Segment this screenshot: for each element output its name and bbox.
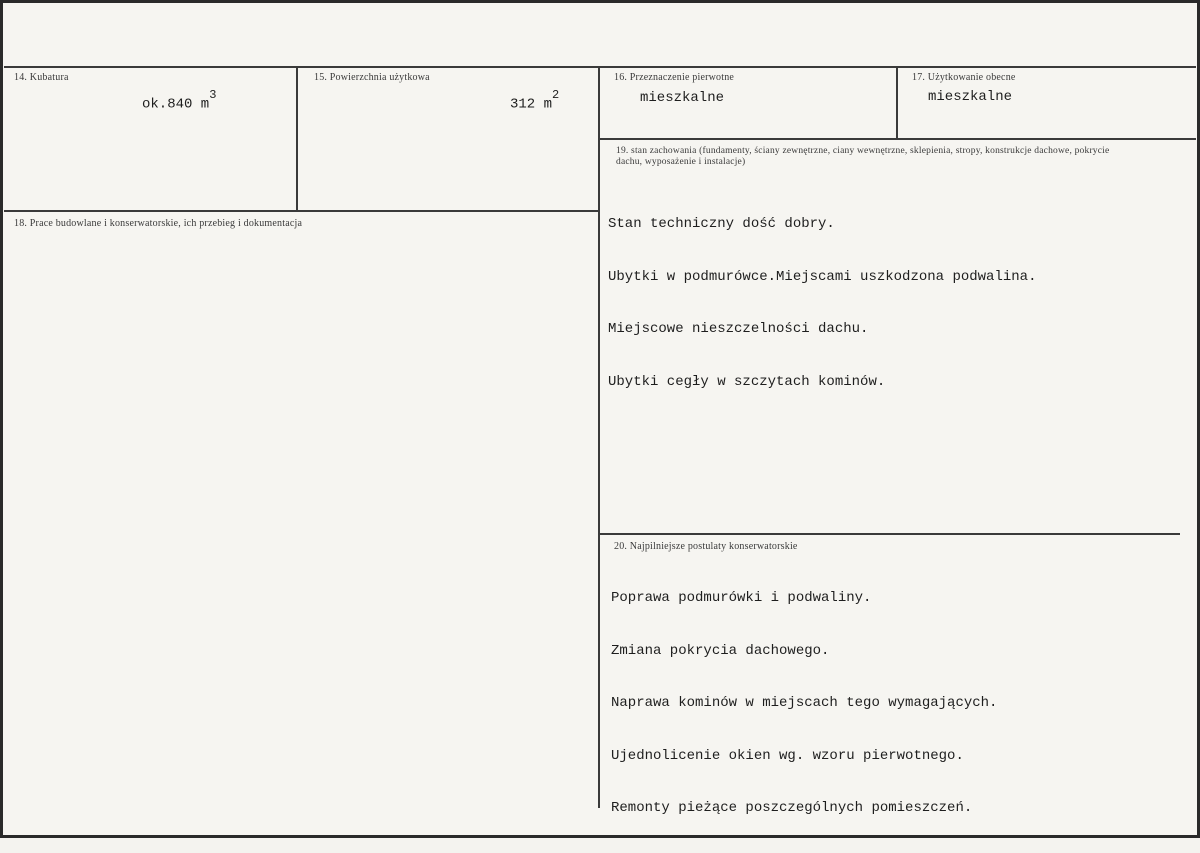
field-14-unit-exponent: 3 <box>209 88 217 102</box>
field-20-label: 20. Najpilniejsze postulaty konserwatorskie <box>614 541 798 552</box>
rule-below-row1 <box>4 210 598 212</box>
field-19-label: 19. stan zachowania (fundamenty, ściany zewnętrzne, ciany wewnętrzne, sklepienia, stropy, konstrukcje dachowe, pokrycie dachu, wyposażenie i instalacje) <box>616 146 1110 167</box>
field-20-line: Zmiana pokrycia dachowego. <box>611 642 830 659</box>
divider-16-17 <box>896 66 898 138</box>
field-15-unit-exponent: 2 <box>552 88 560 102</box>
field-19-text <box>608 181 1036 426</box>
field-20-line: Ujednolicenie okien wg. wzoru pierwotnego. <box>611 747 964 764</box>
field-17-label: 17. Użytkowanie obecne <box>912 72 1016 83</box>
field-15-value <box>510 88 560 114</box>
rule-below-16-17 <box>600 138 1196 140</box>
field-16-label: 16. Przeznaczenie pierwotne <box>614 72 735 83</box>
field-20-line: Poprawa podmurówki i podwaliny. <box>611 590 872 606</box>
center-divider <box>598 66 600 808</box>
field-16-value: mieszkalne <box>640 90 725 106</box>
field-19-line: Stan techniczny dość dobry. <box>608 216 835 232</box>
rule-above-20 <box>600 533 1180 535</box>
field-14-number: ok.840 m <box>142 96 210 113</box>
field-19-line: Ubytki w podmurówce.Miejscami uszkodzona podwalina. <box>608 268 1037 285</box>
field-14-label: 14. Kubatura <box>14 72 69 83</box>
field-19-line: Ubytki cegły w szczytach kominów. <box>608 373 886 390</box>
field-14-value <box>142 88 217 114</box>
field-20-line: Remonty pieżące poszczególnych pomieszczeń. <box>611 800 973 816</box>
field-20-line: Naprawa kominów w miejscach tego wymagających. <box>611 695 998 711</box>
field-15-label: 15. Powierzchnia użytkowa <box>314 72 430 83</box>
field-19-line: Miejscowe nieszczelności dachu. <box>608 321 869 337</box>
field-17-value: mieszkalne <box>928 89 1013 105</box>
divider-14-15 <box>296 66 298 210</box>
field-20-text <box>611 555 997 853</box>
field-18-label: 18. Prace budowlane i konserwatorskie, ich przebieg i dokumentacja <box>14 218 303 229</box>
field-15-number: 312 m <box>510 96 553 113</box>
top-rule <box>4 66 1196 68</box>
